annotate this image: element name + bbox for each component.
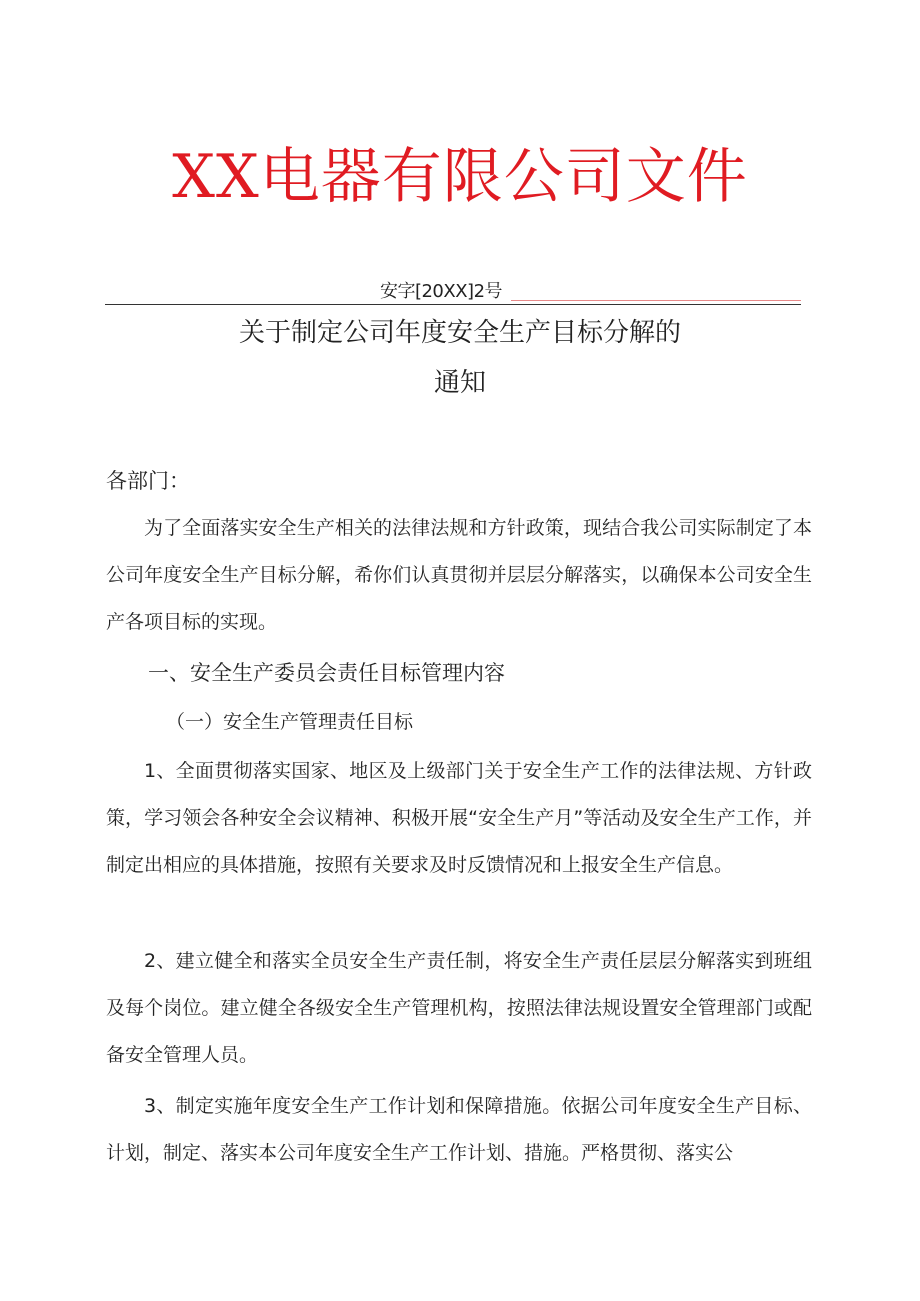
intro-paragraph: 为了全面落实安全生产相关的法律法规和方针政策，现结合我公司实际制定了本公司年度安全生产目标分解，希你们认真贯彻并层层分解落实，以确保本公司安全生产各项目标的实现。 — [106, 517, 812, 633]
salutation: 各部门： — [106, 469, 190, 493]
section-1-subheading-block — [106, 707, 812, 737]
list-item: 1、全面贯彻落实国家、地区及上级部门关于安全生产工作的法律法规、方针政策，学习领会各种安全会议精神、积极开展“安全生产月”等活动及安全生产工作，并制定出相应的具体措施，按照有关要求及时反馈情况和上报安全生产信息。 — [106, 760, 812, 876]
header-red-line — [511, 300, 801, 301]
list-item: 3、制定实施年度安全生产工作计划和保障措施。依据公司年度安全生产目标、计划，制定、落实本公司年度安全生产工作计划、措施。严格贯彻、落实公 — [106, 1095, 812, 1164]
salutation-block — [106, 466, 812, 496]
intro-block — [106, 505, 812, 646]
item-2-block — [106, 938, 812, 1079]
notice-title-line-2: 通知 — [433, 368, 486, 398]
notice-title-line-1: 关于制定公司年度安全生产目标分解的 — [238, 318, 681, 348]
header-divider-line — [105, 304, 801, 305]
item-3-block — [106, 1083, 812, 1177]
section-heading: 一、安全生产委员会责任目标管理内容 — [148, 661, 505, 685]
section-subheading: （一）安全生产管理责任目标 — [166, 711, 414, 733]
document-number: 安字[20XX]2号 — [379, 281, 503, 302]
list-item: 2、建立健全和落实全员安全生产责任制，将安全生产责任层层分解落实到班组及每个岗位。建立健全各级安全生产管理机构，按照法律法规设置安全管理部门或配备安全管理人员。 — [106, 950, 812, 1066]
section-1-heading-block — [106, 658, 812, 688]
document-number-area — [105, 280, 801, 306]
item-1-block — [106, 748, 812, 889]
document-header-title: XX电器有限公司文件 — [172, 142, 748, 212]
